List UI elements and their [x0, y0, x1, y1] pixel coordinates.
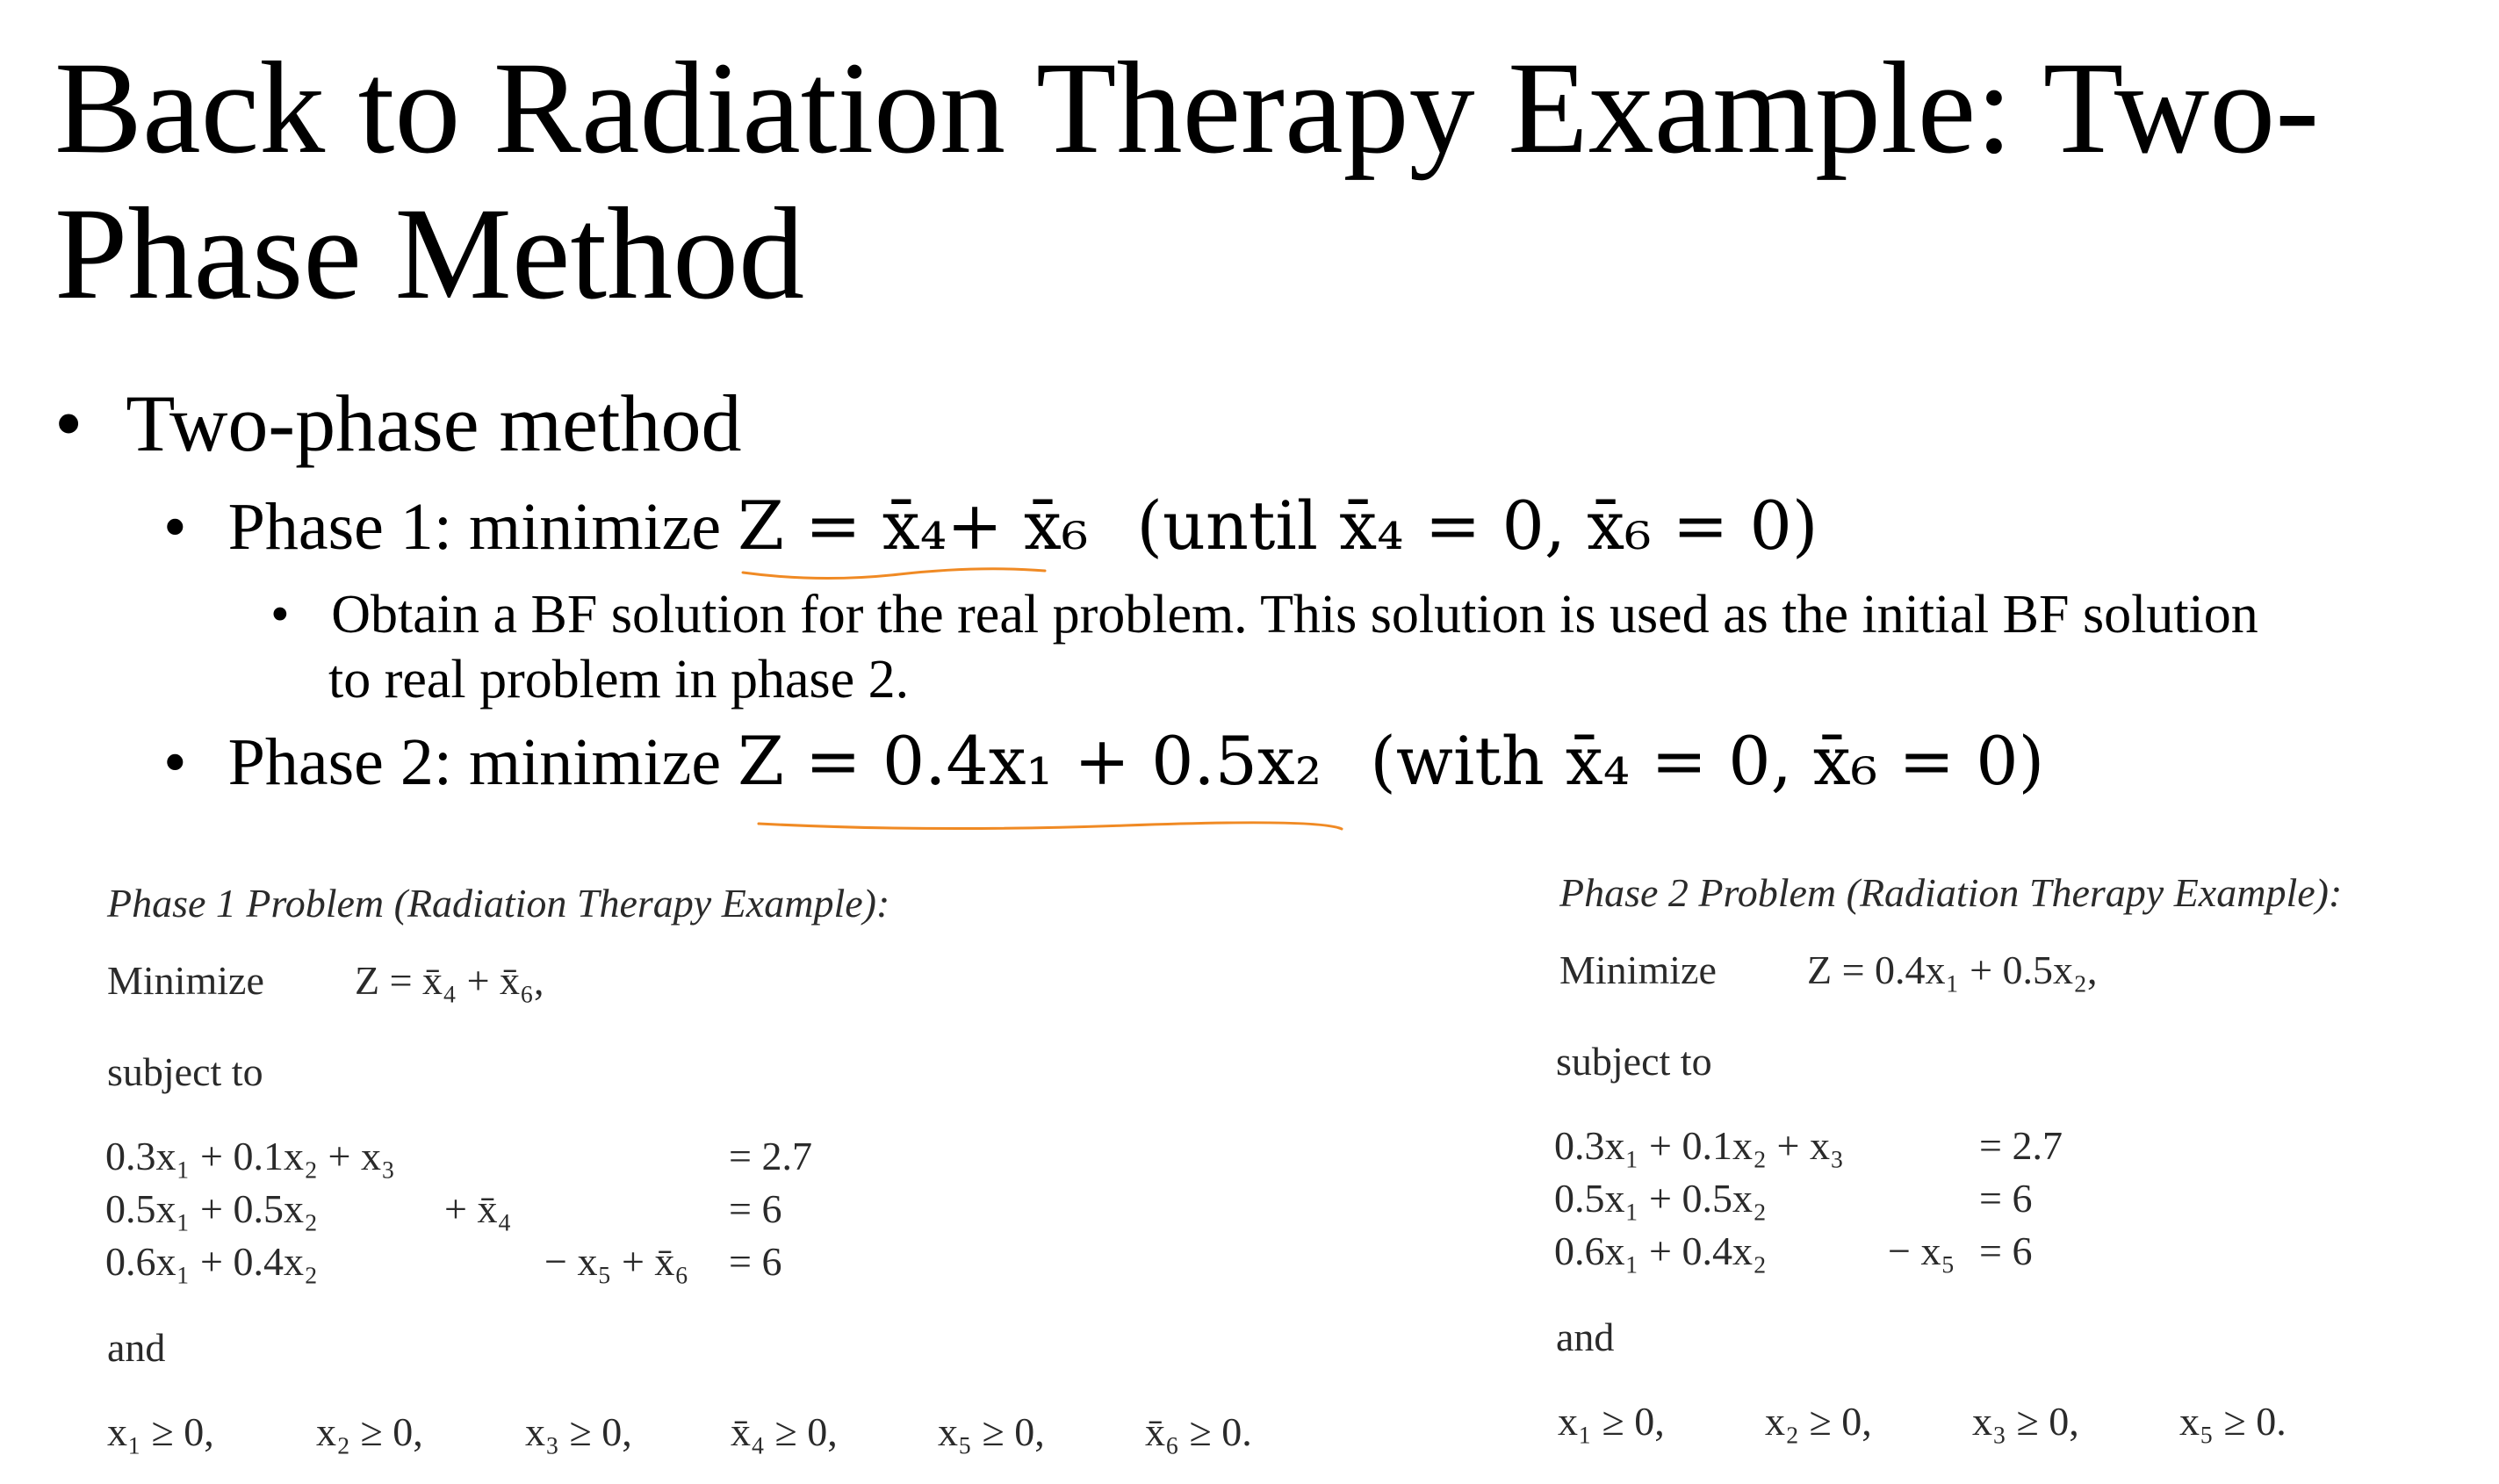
phase1-detail-line1: Obtain a BF solution for the real problem. This solution is used as the initial BF solution [331, 585, 2258, 645]
bullet-two-phase-method [54, 379, 742, 467]
phase2-constraint-1-lhs: 0.3x₁ + 0.1x₂ + x₃ [1554, 1123, 1844, 1168]
phase1-constraint-2-rhs: = 6 [729, 1186, 782, 1231]
slide-title: Back to Radiation Therapy Example: Two-Phase Method [54, 35, 2320, 327]
phase1-constraint-3-mid: − x₅ + x̄₆ [544, 1239, 689, 1284]
phase2-objective-underline [757, 813, 1345, 839]
phase1-constraint-2-lhs: 0.5x₁ + 0.5x₂ [105, 1186, 319, 1231]
phase1-nonneg-4: x̄₄ ≥ 0, [731, 1409, 838, 1454]
phase1-constraint-3-lhs: 0.6x₁ + 0.4x₂ [105, 1239, 319, 1284]
phase1-minimize-label: Minimize [107, 958, 264, 1003]
phase1-constraint-1-lhs: 0.3x₁ + 0.1x₂ + x₃ [105, 1134, 395, 1178]
phase2-subject-to: subject to [1556, 1039, 1712, 1084]
phase1-objective-formula: Z = x̄₄ + x̄₆, [355, 958, 544, 1003]
phase2-nonneg-4: x₅ ≥ 0. [2179, 1399, 2287, 1444]
bullet-dot-icon: • [54, 378, 83, 468]
phase2-label: Phase 2: minimize [227, 725, 738, 799]
phase2-problem-heading: Phase 2 Problem (Radiation Therapy Example): [1559, 870, 2343, 915]
phase2-nonneg-2: x₂ ≥ 0, [1765, 1399, 1872, 1444]
phase1-label: Phase 1: minimize [227, 490, 738, 564]
phase1-constraint-1-rhs: = 2.7 [729, 1134, 812, 1178]
phase2-condition: (with x̄₄ = 0, x̄₆ = 0) [1370, 722, 2045, 800]
phase2-constraint-3-mid: − x₅ [1888, 1228, 1955, 1273]
phase1-subject-to: subject to [107, 1049, 263, 1094]
phase2-constraint-2-rhs: = 6 [1979, 1176, 2033, 1221]
phase1-and: and [107, 1325, 166, 1370]
phase2-and: and [1556, 1315, 1615, 1359]
bullet-phase2 [163, 724, 2044, 800]
bullet-dot-icon: • [163, 725, 187, 799]
phase2-constraint-2-lhs: 0.5x₁ + 0.5x₂ [1554, 1176, 1768, 1221]
phase1-nonneg-2: x₂ ≥ 0, [316, 1409, 423, 1454]
phase1-constraint-2-mid: + x̄₄ [444, 1186, 512, 1231]
phase2-objective-formula: Z = 0.4x₁ + 0.5x₂, [1807, 947, 2098, 992]
phase2-constraint-3-rhs: = 6 [1979, 1228, 2033, 1273]
phase1-detail [270, 583, 2258, 646]
phase1-nonneg-1: x₁ ≥ 0, [107, 1409, 214, 1454]
phase1-condition: (until x̄₄ = 0, x̄₆ = 0) [1136, 486, 1818, 565]
phase2-minimize-label: Minimize [1559, 947, 1717, 992]
bullet-phase1 [163, 488, 1818, 565]
phase1-problem-heading: Phase 1 Problem (Radiation Therapy Example): [107, 881, 890, 926]
phase1-detail-line2: to real problem in phase 2. [328, 650, 910, 710]
phase1-nonneg-5: x₅ ≥ 0, [938, 1409, 1045, 1454]
bullet-text: Two-phase method [126, 378, 742, 468]
bullet-dot-icon: • [163, 490, 187, 564]
phase1-constraint-3-rhs: = 6 [729, 1239, 782, 1284]
phase2-nonneg-1: x₁ ≥ 0, [1558, 1399, 1665, 1444]
phase2-constraint-3-lhs: 0.6x₁ + 0.4x₂ [1554, 1228, 1768, 1273]
phase1-nonneg-6: x̄₆ ≥ 0. [1145, 1409, 1252, 1454]
phase2-objective: Z = 0.4x₁ + 0.5x₂ [738, 722, 1322, 800]
phase2-nonneg-3: x₃ ≥ 0, [1972, 1399, 2079, 1444]
phase1-objective: Z = x̄₄+ x̄₆ [738, 486, 1089, 565]
bullet-dot-icon: • [270, 585, 290, 645]
phase2-constraint-1-rhs: = 2.7 [1979, 1123, 2063, 1168]
phase1-nonneg-3: x₃ ≥ 0, [525, 1409, 632, 1454]
